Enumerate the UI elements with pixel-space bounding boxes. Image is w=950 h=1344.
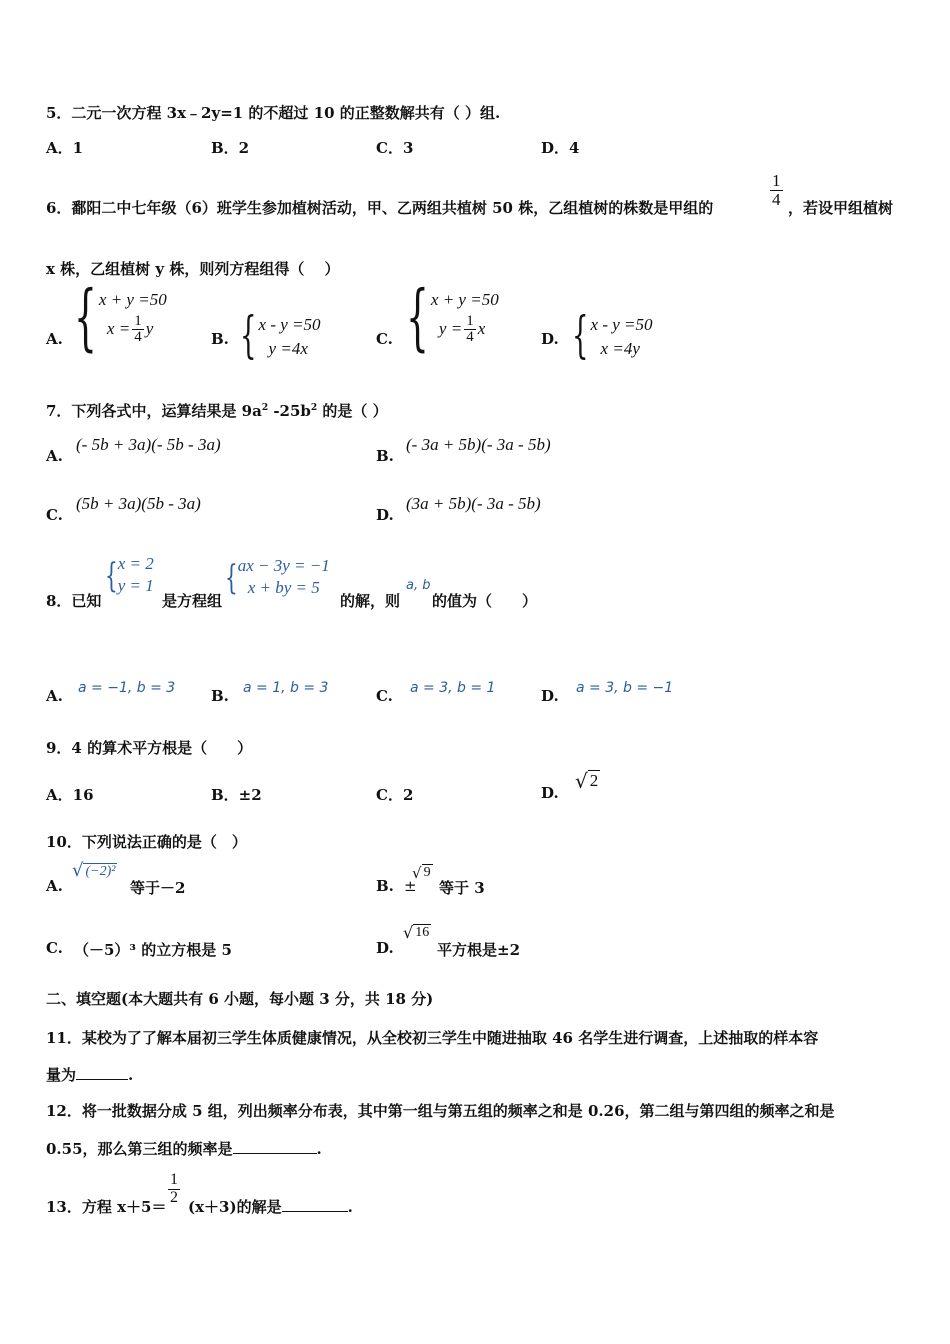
q10-option-b-letter: B. [376, 877, 394, 895]
q7-option-d-expr: (3a + 5b)(- 3a - 5b) [406, 494, 541, 513]
q7-option-a-expr: (- 5b + 3a)(- 5b - 3a) [76, 435, 221, 454]
q8-post-text: 的解，则 [340, 592, 401, 610]
q8-solution-pair: { x = 2 y = 1 [105, 554, 154, 596]
q12-line2: 0.55，那么第三组的频率是 . [46, 1140, 322, 1158]
q6-option-b-letter: B. [211, 330, 229, 348]
q6-option-b-system: { x - y =50 y =4x [240, 308, 321, 366]
q10-option-a-letter: A. [46, 877, 63, 895]
q11-line2: 量为 . [46, 1066, 134, 1084]
q9-option-d-sqrt: √ 2 [575, 768, 599, 793]
q7-stem: 7．下列各式中，运算结果是 $9a^2$ $-25b^2$ 的是（ ） [46, 402, 388, 420]
q10-option-c-letter: C. [46, 939, 63, 957]
q8-option-c-value: a = 3, b = 1 [410, 680, 496, 696]
q5-option-d: D．4 [541, 139, 580, 157]
q8-prefix: 8．已知 [46, 592, 102, 610]
q11-line1: 11．某校为了了解本届初三学生体质健康情况，从全校初三学生中随进抽取 46 名学生进行调查，上述抽取的样本容 [46, 1029, 819, 1047]
q5-stem: 5．二元一次方程 3x﹣2y=1 的不超过 10 的正整数解共有（ ）组. [46, 104, 501, 122]
q7-option-b-letter: B. [376, 447, 394, 465]
q7-option-c-expr: (5b + 3a)(5b - 3a) [76, 494, 201, 513]
q8-option-d-value: a = 3, b = −1 [576, 680, 674, 696]
q6-option-d-system: { x - y =50 x =4y [572, 308, 653, 366]
q10-option-d-letter: D. [376, 939, 394, 957]
q5-option-b: B．2 [211, 139, 250, 157]
q10-stem: 10．下列说法正确的是（ ） [46, 833, 247, 851]
q8-option-a-letter: A. [46, 687, 63, 705]
q8-option-b-value: a = 1, b = 3 [243, 680, 329, 696]
q10-option-c-text: （－5）³ 的立方根是 5 [74, 941, 232, 959]
q9-option-d-letter: D. [541, 784, 559, 802]
q10-option-a-text: 等于－2 [130, 879, 186, 897]
q8-option-a-value: a = −1, b = 3 [78, 680, 176, 696]
q8-option-d-letter: D. [541, 687, 559, 705]
q9-option-b: B．±2 [211, 786, 262, 804]
q6-option-c-letter: C. [376, 330, 393, 348]
q5-option-a: A．1 [46, 139, 84, 157]
q6-stem-part2: ，若设甲组植树 [788, 199, 894, 217]
q10-option-d-sqrt: √ 16 [403, 923, 430, 943]
q10-option-b-sqrt: √ 9 [412, 864, 431, 883]
q8-mid-text: 是方程组 [162, 592, 223, 610]
q13-pre: 13．方程 x＋5＝ [46, 1198, 167, 1216]
q6-stem-part1: 6．鄱阳二中七年级（6）班学生参加植树活动，甲、乙两组共植树 50 株，乙组植树的株数是甲组的 [46, 199, 714, 217]
q6-fraction: $\frac{1}{4}$ [772, 171, 781, 209]
q10-option-b-text: 等于 3 [439, 879, 485, 897]
q6-option-c-system: { x + y =50 y = $\frac{1}{4}$ x [406, 277, 499, 360]
q6-stem-part3: x 株，乙组植树 y 株，则列方程组得（ ） [46, 260, 340, 278]
q9-stem: 9．4 的算术平方根是（ ） [46, 739, 253, 757]
q9-option-c: C．2 [376, 786, 414, 804]
q9-option-a: A．16 [46, 786, 94, 804]
q6-option-d-letter: D. [541, 330, 559, 348]
q13-rest: (x＋3)的解是 . [188, 1198, 353, 1216]
q8-ask-text: 的值为（ ） [432, 592, 538, 610]
q7-option-b-expr: (- 3a + 5b)(- 3a - 5b) [406, 435, 551, 454]
q8-option-c-letter: C. [376, 687, 393, 705]
q7-option-a-letter: A. [46, 447, 63, 465]
q13-fraction: $\frac{1}{2}$ [170, 1171, 178, 1206]
q10-option-b-pm: ± [404, 877, 417, 895]
q5-option-c: C．3 [376, 139, 414, 157]
q7-option-d-letter: D. [376, 506, 394, 524]
q6-option-a-letter: A. [46, 330, 63, 348]
section-2-heading: 二、填空题(本大题共有 6 小题，每小题 3 分，共 18 分) [46, 990, 434, 1008]
q7-option-c-letter: C. [46, 506, 63, 524]
q8-option-b-letter: B. [211, 687, 229, 705]
q8-variables: a, b [406, 578, 431, 593]
q10-option-a-sqrt: √ (−2)² [72, 860, 116, 881]
q8-equation-system: { ax − 3y = −1 x + by = 5 [225, 556, 330, 598]
q6-option-a-system: { x + y =50 x = $\frac{1}{4}$ y [74, 277, 167, 360]
q12-line1: 12．将一批数据分成 5 组，列出频率分布表，其中第一组与第五组的频率之和是 0.26，第二组与第四组的频率之和是 [46, 1102, 835, 1120]
q10-option-d-text: 平方根是±2 [437, 941, 521, 959]
